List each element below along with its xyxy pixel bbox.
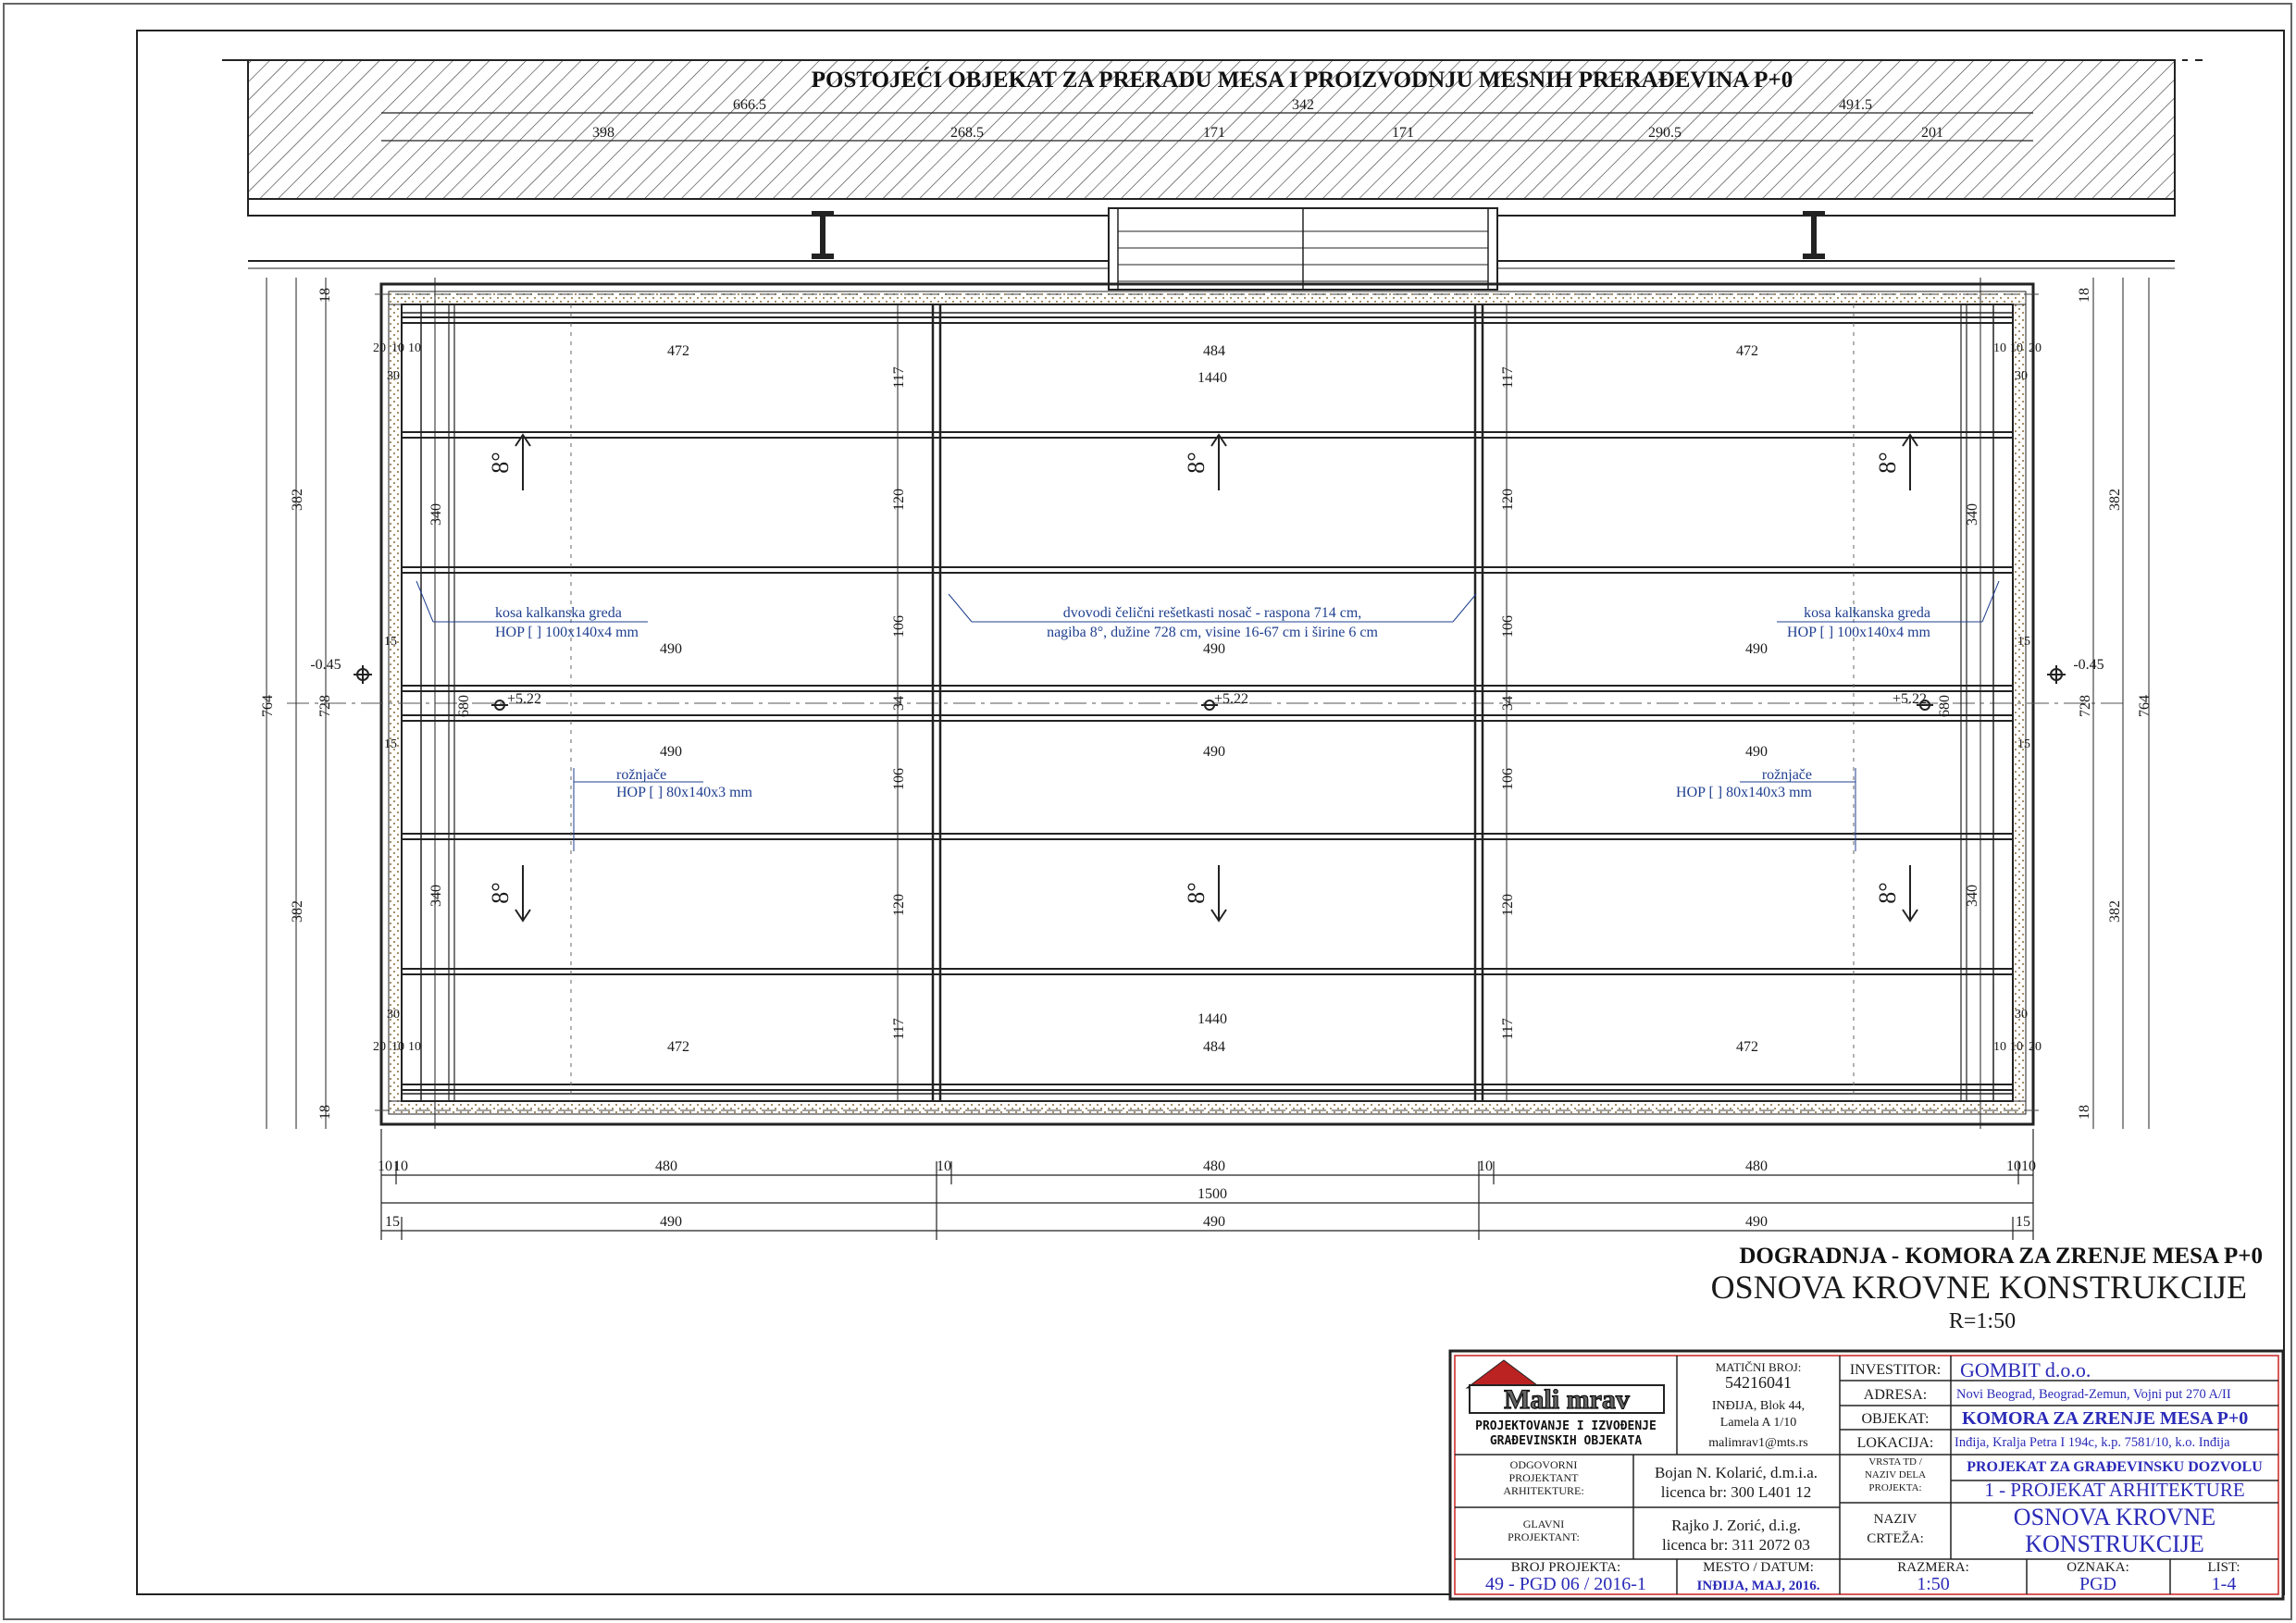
small-dim: 15	[2017, 737, 2030, 751]
bd-10-a: 10	[378, 1158, 392, 1174]
dim-1440-bottom: 1440	[1198, 1011, 1227, 1027]
span-490-upper-right: 490	[1745, 641, 1768, 657]
investor-value: GOMBIT d.o.o.	[1960, 1358, 2091, 1381]
title-block	[1450, 1351, 2283, 1599]
glavni-name: Rajko J. Zorić, d.i.g.	[1671, 1517, 1801, 1534]
slope-label: 8°	[487, 452, 514, 474]
dim-sec-1: 398	[592, 125, 614, 141]
truss-label-2: nagiba 8°, dužine 728 cm, visine 16-67 cm i širine 6 cm	[1047, 625, 1378, 640]
bay-dim-left: 117	[891, 366, 907, 389]
glavni-label-2: PROJEKTANT:	[1508, 1530, 1580, 1543]
lokacija-value: Inđija, Kralja Petra I 194c, k.p. 7581/10, k.o. Inđija	[1955, 1435, 2230, 1450]
dim-1440-top: 1440	[1198, 370, 1227, 386]
slope-arrows	[487, 435, 1917, 921]
broj-value: 49 - PGD 06 / 2016-1	[1485, 1574, 1646, 1594]
dim-472-top-right: 472	[1736, 343, 1758, 359]
odg-label-1: ODGOVORNI	[1509, 1458, 1578, 1471]
dim-18-left-bottom: 18	[317, 1105, 333, 1120]
bay-dim-right: 106	[1500, 768, 1516, 790]
bd-480-a: 480	[655, 1158, 677, 1174]
vrsta-label-2: NAZIV DELA	[1864, 1469, 1927, 1481]
reg-label: MATIČNI BROJ:	[1715, 1360, 1802, 1374]
odg-label-3: ARHITEKTURE:	[1503, 1484, 1584, 1497]
small-dim: 20	[2029, 341, 2042, 355]
bay-dim-right: 120	[1500, 894, 1516, 916]
level-ridge-right: +5.22	[1893, 691, 1928, 707]
dim-340-left-top: 340	[428, 503, 444, 526]
span-490-lower-mid: 490	[1203, 744, 1225, 760]
naziv-label-1: NAZIV	[1873, 1512, 1917, 1527]
level-ridge-left: +5.22	[507, 691, 542, 707]
bay-dim-right: 117	[1500, 1018, 1516, 1040]
dim-382-left-bottom: 382	[290, 900, 305, 923]
trusses	[421, 304, 1993, 1101]
bd-10-c: 10	[937, 1158, 951, 1174]
dim-680-left: 680	[456, 695, 472, 717]
span-490-lower-left: 490	[660, 744, 682, 760]
bd3-490-a: 490	[660, 1214, 682, 1230]
vrsta-label-1: VRSTA TD /	[1868, 1456, 1922, 1468]
list-label: LIST:	[2207, 1560, 2240, 1575]
small-dim: 10	[391, 1040, 404, 1054]
small-dim: 10	[408, 1040, 421, 1054]
small-dim: 20	[2029, 1040, 2042, 1054]
purlin-line	[402, 686, 2013, 691]
dim-472-bottom-right: 472	[1736, 1039, 1758, 1055]
dim-340-right-bottom: 340	[1965, 885, 1980, 907]
small-dim: 30	[2015, 369, 2028, 383]
dim-18-right-bottom: 18	[2077, 1105, 2092, 1120]
dim-764-right: 764	[2137, 695, 2153, 717]
truss-label-1: dvovodi čelični rešetkasti nosač - raspona 714 cm,	[1062, 605, 1362, 621]
purlin-line	[402, 969, 2013, 974]
dim-472-bottom-left: 472	[667, 1039, 689, 1055]
bay-dim-right: 117	[1500, 366, 1516, 389]
insulation-top	[389, 291, 2026, 304]
dim-472-top-left: 472	[667, 343, 689, 359]
slope-arrow-up	[1183, 435, 1226, 490]
bd-10-f: 10	[2021, 1158, 2036, 1174]
objekat-value: KOMORA ZA ZRENJE MESA P+0	[1962, 1408, 2249, 1429]
razmera-label: RAZMERA:	[1897, 1560, 1969, 1575]
dim-382-left-top: 382	[290, 489, 305, 511]
lokacija-label: LOKACIJA:	[1856, 1435, 1934, 1451]
oznaka-label: OZNAKA:	[2066, 1560, 2129, 1575]
dim-sec-4: 171	[1392, 125, 1414, 141]
existing-building-title: POSTOJEĆI OBJEKAT ZA PRERADU MESA I PROIZVODNJU MESNIH PRERAĐEVINA P+0	[811, 68, 1793, 93]
dim-340-right-top: 340	[1965, 503, 1980, 526]
glavni-lic: licenca br: 311 2072 03	[1662, 1536, 1810, 1554]
slope-arrow-down	[487, 865, 530, 921]
bay-dim-left: 120	[891, 894, 907, 916]
small-dim: 15	[2017, 635, 2030, 649]
level-ridge-mid: +5.22	[1214, 691, 1249, 707]
slope-label: 8°	[1183, 452, 1210, 474]
purlin-left-label-2: HOP [ ] 80x140x3 mm	[616, 785, 752, 800]
odg-lic: licenca br: 300 L401 12	[1660, 1483, 1812, 1501]
purlin-line	[402, 715, 2013, 721]
odg-name: Bojan N. Kolarić, d.m.i.a.	[1654, 1464, 1818, 1481]
span-490-lower-right: 490	[1745, 744, 1768, 760]
broj-label: BROJ PROJEKTA:	[1510, 1560, 1621, 1575]
small-dim: 10	[408, 341, 421, 355]
razmera-value: 1:50	[1917, 1574, 1950, 1594]
bd-10-d: 10	[1478, 1158, 1493, 1174]
dim-sec-3: 171	[1203, 125, 1225, 141]
purlin-right-label-1: rožnjače	[1761, 767, 1812, 783]
bay-dim-right: 106	[1500, 615, 1516, 638]
plan-labels	[310, 343, 2104, 1055]
logo-text: Mali mrav	[1504, 1384, 1630, 1415]
slope-label: 8°	[1183, 882, 1210, 904]
bay-dim-left: 117	[891, 1018, 907, 1040]
dim-382-right-top: 382	[2107, 489, 2123, 511]
list-value: 1-4	[2211, 1574, 2237, 1594]
objekat-label: OBJEKAT:	[1861, 1411, 1930, 1427]
slope-label: 8°	[1874, 882, 1901, 904]
vrsta-value-2: 1 - PROJEKAT ARHITEKTURE	[1984, 1479, 2245, 1501]
company-line-1: PROJEKTOVANJE I IZVOĐENJE	[1475, 1419, 1657, 1433]
level-right: -0.45	[2073, 657, 2104, 673]
drawing-scale: R=1:50	[1948, 1309, 2017, 1333]
purlin-line	[402, 432, 2013, 438]
small-dim: 15	[384, 635, 397, 649]
dim-sec-5: 290.5	[1648, 125, 1682, 141]
bay-dim-left: 106	[891, 615, 907, 638]
dim-top-2: 342	[1292, 97, 1314, 113]
vrsta-label-3: PROJEKTA:	[1868, 1482, 1922, 1493]
purlin-line	[402, 834, 2013, 839]
odg-label-2: PROJEKTANT	[1508, 1471, 1579, 1484]
dim-728-right: 728	[2078, 695, 2093, 717]
bottom-dimensions	[378, 1129, 2036, 1240]
dim-484-top: 484	[1203, 343, 1225, 359]
small-dim: 30	[387, 369, 400, 383]
bd3-15-a: 15	[385, 1214, 400, 1230]
purlin-line	[402, 1084, 2013, 1090]
adresa-label: ADRESA:	[1863, 1387, 1928, 1403]
bd-480-c: 480	[1745, 1158, 1768, 1174]
glavni-label-1: GLAVNI	[1522, 1518, 1565, 1530]
slope-arrow-up	[487, 435, 530, 490]
dim-728-left: 728	[317, 695, 333, 717]
dim-764-left: 764	[260, 695, 276, 717]
company-line-2: GRAĐEVINSKIH OBJEKATA	[1489, 1434, 1643, 1448]
dim-340-left-bottom: 340	[428, 885, 444, 907]
small-dim: 20	[373, 1040, 386, 1054]
level-left: -0.45	[310, 657, 341, 673]
bd-480-b: 480	[1203, 1158, 1225, 1174]
gable-left-label-1: kosa kalkanska greda	[495, 605, 622, 621]
small-dim: 20	[373, 341, 386, 355]
small-dim: 30	[387, 1008, 400, 1022]
small-dim: 30	[2015, 1008, 2028, 1022]
oznaka-value: PGD	[2079, 1574, 2117, 1594]
bay-dim-left: 34	[891, 696, 907, 711]
dim-sec-2: 268.5	[950, 125, 984, 141]
small-dim: 10	[2010, 341, 2023, 355]
gable-left-label-2: HOP [ ] 100x140x4 mm	[495, 625, 639, 640]
naziv-value-1: OSNOVA KROVNE	[2013, 1504, 2216, 1530]
dim-18-right-top: 18	[2077, 288, 2092, 303]
address-2: Lamela A 1/10	[1719, 1416, 1797, 1430]
purlin-left-label-1: rožnjače	[616, 767, 667, 783]
slope-arrow-down	[1874, 865, 1917, 921]
dim-382-right-bottom: 382	[2107, 900, 2123, 923]
steel-column-left	[812, 211, 834, 259]
gable-right-label-1: kosa kalkanska greda	[1804, 605, 1930, 621]
bd-10-b: 10	[393, 1158, 408, 1174]
reg-value: 54216041	[1725, 1373, 1792, 1392]
dim-680-right: 680	[1937, 695, 1953, 717]
purlin-line	[402, 317, 2013, 323]
address-1: INĐIJA, Blok 44,	[1711, 1399, 1806, 1413]
bd3-490-c: 490	[1745, 1214, 1768, 1230]
slope-label: 8°	[487, 882, 514, 904]
drawing-name: OSNOVA KROVNE KONSTRUKCIJE	[1710, 1269, 2247, 1306]
naziv-value-2: KONSTRUKCIJE	[2025, 1530, 2204, 1557]
drawing-title	[1711, 1244, 2263, 1333]
steel-column-right	[1803, 211, 1825, 259]
drawing-project: DOGRADNJA - KOMORA ZA ZRENJE MESA P+0	[1739, 1244, 2263, 1269]
bay-dim-right: 120	[1500, 489, 1516, 511]
dim-top-3: 491.5	[1839, 97, 1872, 113]
bay-dim-left: 120	[891, 489, 907, 511]
mesto-value: INĐIJA, MAJ, 2016.	[1696, 1579, 1820, 1593]
small-dim: 15	[384, 737, 397, 751]
dim-18-left-top: 18	[317, 288, 333, 303]
dim-top-1: 666.5	[733, 97, 766, 113]
purlin-line	[402, 567, 2013, 573]
existing-building	[222, 60, 2203, 290]
small-dim: 10	[391, 341, 404, 355]
small-dim: 10	[1993, 341, 2006, 355]
span-490-upper-left: 490	[660, 641, 682, 657]
email: malimrav1@mts.rs	[1708, 1436, 1808, 1450]
investor-label: INVESTITOR:	[1849, 1362, 1942, 1378]
slope-arrow-up	[1874, 435, 1917, 490]
slope-arrow-down	[1183, 865, 1226, 921]
bd3-490-b: 490	[1203, 1214, 1225, 1230]
slope-label: 8°	[1874, 452, 1901, 474]
gable-right-label-2: HOP [ ] 100x140x4 mm	[1787, 625, 1930, 640]
bay-dim-left: 106	[891, 768, 907, 790]
span-490-upper-mid: 490	[1203, 641, 1225, 657]
adresa-value: Novi Beograd, Beograd-Zemun, Vojni put 270 A/II	[1956, 1387, 2231, 1402]
vrsta-value-1: PROJEKAT ZA GRAĐEVINSKU DOZVOLU	[1967, 1459, 2263, 1475]
bd-1500: 1500	[1198, 1186, 1227, 1202]
bay-dim-right: 34	[1500, 696, 1516, 711]
door-opening	[1109, 208, 1497, 290]
small-dim: 10	[2010, 1040, 2023, 1054]
purlin-right-label-2: HOP [ ] 80x140x3 mm	[1676, 785, 1812, 800]
insulation-bottom	[389, 1101, 2026, 1114]
mesto-label: MESTO / DATUM:	[1703, 1560, 1814, 1575]
bd3-15-b: 15	[2016, 1214, 2030, 1230]
dim-sec-6: 201	[1921, 125, 1943, 141]
naziv-label-2: CRTEŽA:	[1867, 1531, 1924, 1546]
bd-10-e: 10	[2006, 1158, 2021, 1174]
small-dim: 10	[1993, 1040, 2006, 1054]
dim-484-bottom: 484	[1203, 1039, 1225, 1055]
